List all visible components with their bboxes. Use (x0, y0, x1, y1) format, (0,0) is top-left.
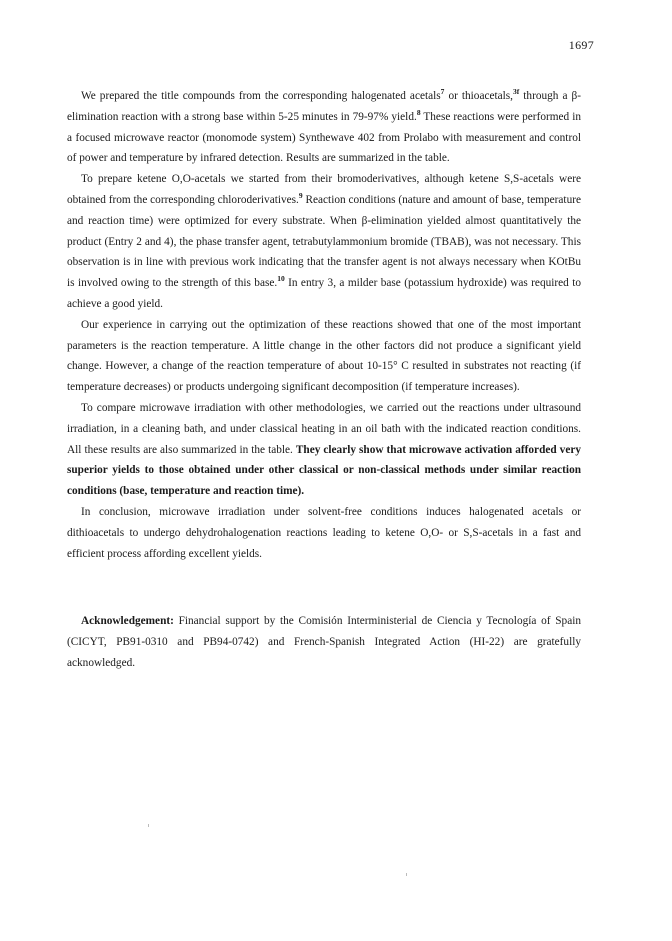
bold-sentence: They clearly show that microwave activation afforded very superior yields to those obtained under other classical or non-classical methods under similar reaction conditions (base, temperature and reaction time). (67, 443, 581, 498)
acknowledgement-title: Acknowledgement: (81, 615, 174, 628)
body-paragraph (67, 502, 581, 564)
text-run: or thioacetals, (444, 90, 514, 102)
text-run: In entry 3, a milder base (potassium hydroxide) was required to achieve a good yield. (67, 277, 582, 310)
acknowledgement-paragraph (67, 611, 581, 673)
text-run: In conclusion, microwave irradiation under solvent-free conditions induces halogenated acetals or dithioacetals to undergo dehydrohalogenation reactions leading to ketene O,O- or S,S-acetals in a fast and efficient process affording excellent yields. (67, 505, 581, 560)
body-paragraphs (67, 86, 581, 564)
text-run: Reaction conditions (nature and amount of base, temperature and reaction time) were optimized for every substrate. When β-elimination yielded almost quantitatively the product (Entry 2 and 4), the phase transfer agent, tetrabutylammonium bromide (TBAB), was not necessary. This observation is in line with previous work indicating that the transfer agent is not always necessary when KOtBu is involved owing to the strength of this base. (67, 193, 581, 290)
scan-speck (406, 873, 407, 876)
reference-superscript: 7 (440, 87, 445, 97)
body-paragraph (67, 169, 581, 315)
article-body (67, 86, 581, 674)
page-number: 1697 (568, 38, 594, 52)
reference-superscript: 3f (513, 87, 520, 97)
text-run: Our experience in carrying out the optimization of these reactions showed that one of the most important parameters is the reaction temperature. A little change in the other factors did not produce a significant yield change. However, a change of the reaction temperature of about 10-15° C resulted in substrates not reacting (if temperature decreases) or products undergoing significant decomposition (if temperature increases). (67, 318, 581, 394)
body-paragraph (67, 315, 581, 398)
scan-speck (148, 824, 149, 827)
text-run: through a β-elimination reaction with a strong base within 5-25 minutes in 79-97% yield. (67, 90, 582, 123)
reference-superscript: 9 (298, 191, 303, 201)
text-run: These reactions were performed in a focused microwave reactor (monomode system) Synthewave 402 from Prolabo with measurement and control of power and temperature by infrared detection. Results are summarized in the table. (67, 110, 581, 165)
text-run: To compare microwave irradiation with other methodologies, we carried out the reactions under ultrasound irradiation, in a cleaning bath, and under classical heating in an oil bath with the indicated reaction conditions. All these results are also summarized in the table. (67, 401, 581, 456)
acknowledgement-text: Financial support by the Comisión Interministerial de Ciencia y Tecnología of Spain (CICYT, PB91-0310 and PB94-0742) and French-Spanish Integrated Action (HI-22) are gratefully acknowledged. (67, 615, 581, 669)
reference-superscript: 8 (416, 108, 421, 118)
text-run: We prepared the title compounds from the corresponding halogenated acetals (81, 90, 441, 102)
body-paragraph (67, 86, 581, 169)
body-paragraph (67, 398, 581, 502)
text-run: To prepare ketene O,O-acetals we started from their bromoderivatives, although ketene S,S-acetals were obtained from the corresponding chloroderivatives. (67, 173, 581, 206)
reference-superscript: 10 (277, 274, 285, 284)
